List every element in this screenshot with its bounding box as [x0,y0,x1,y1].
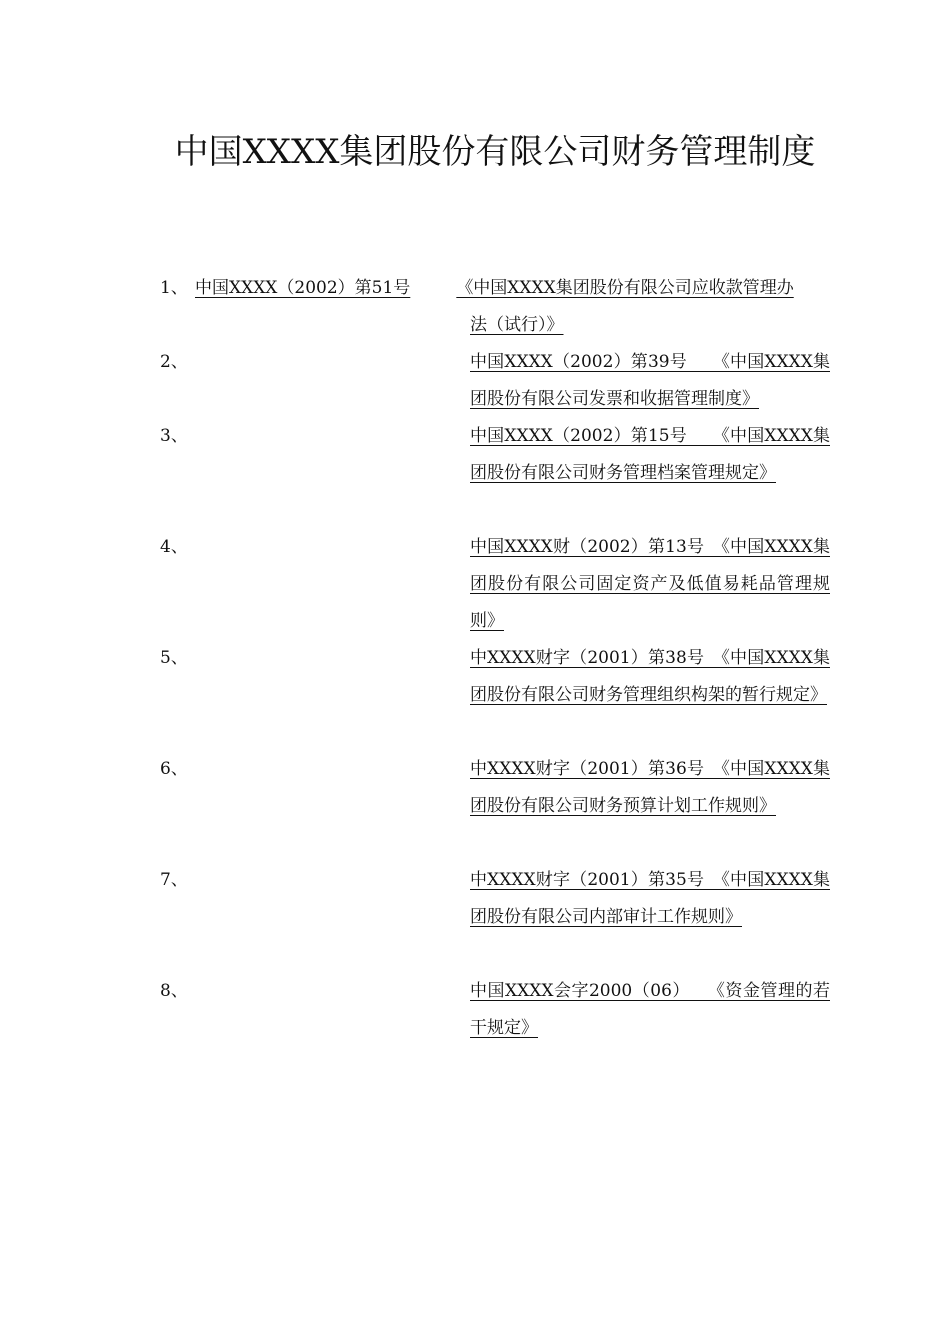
regulation-link-7[interactable]: 中XXXX财字（2001）第35号 《中国XXXX集团股份有限公司内部审计工作规则》 [470,870,830,927]
regulation-link-3[interactable]: 中国XXXX（2002）第15号 《中国XXXX集团股份有限公司财务管理档案管理规定》 [470,426,830,483]
regulation-link-8[interactable]: 中国XXXX会字2000（06） 《资金管理的若干规定》 [470,981,830,1038]
item-number: 5、 [160,648,188,668]
list-item [0,270,950,344]
item-number: 1、 [160,278,188,298]
item-number: 3、 [160,426,188,446]
item-title: 《中国XXXX集团股份有限公司应收款管理办 [456,278,794,298]
item-reference: 中国XXXX（2002）第51号 [195,278,411,298]
regulation-link-1-continued[interactable]: 法（试行）》 [470,315,564,335]
item-number: 7、 [160,870,188,890]
title-subject: 财务管理制度 [611,132,816,172]
list-item [0,751,950,862]
item-number: 2、 [160,352,188,372]
list-item [0,640,950,751]
list-item [0,862,950,973]
list-item [0,418,950,529]
regulation-link-1[interactable] [195,270,830,307]
item-number: 6、 [160,759,188,779]
item-number: 4、 [160,537,188,557]
regulation-link-5[interactable]: 中XXXX财字（2001）第38号 《中国XXXX集团股份有限公司财务管理组织构架的暂行规定》 [470,648,830,705]
regulation-link-4[interactable]: 中国XXXX财（2002）第13号 《中国XXXX集团股份有限公司固定资产及低值易耗品管理规则》 [470,537,830,631]
list-item [0,973,950,1047]
page-title [0,126,950,178]
list-item [0,529,950,640]
regulation-link-6[interactable]: 中XXXX财字（2001）第36号 《中国XXXX集团股份有限公司财务预算计划工作规则》 [470,759,830,816]
title-company: 中国XXXX集团股份有限公司 [174,132,612,172]
list-item [0,344,950,418]
item-number: 8、 [160,981,188,1001]
regulation-link-2[interactable]: 中国XXXX（2002）第39号 《中国XXXX集团股份有限公司发票和收据管理制度》 [470,352,830,409]
